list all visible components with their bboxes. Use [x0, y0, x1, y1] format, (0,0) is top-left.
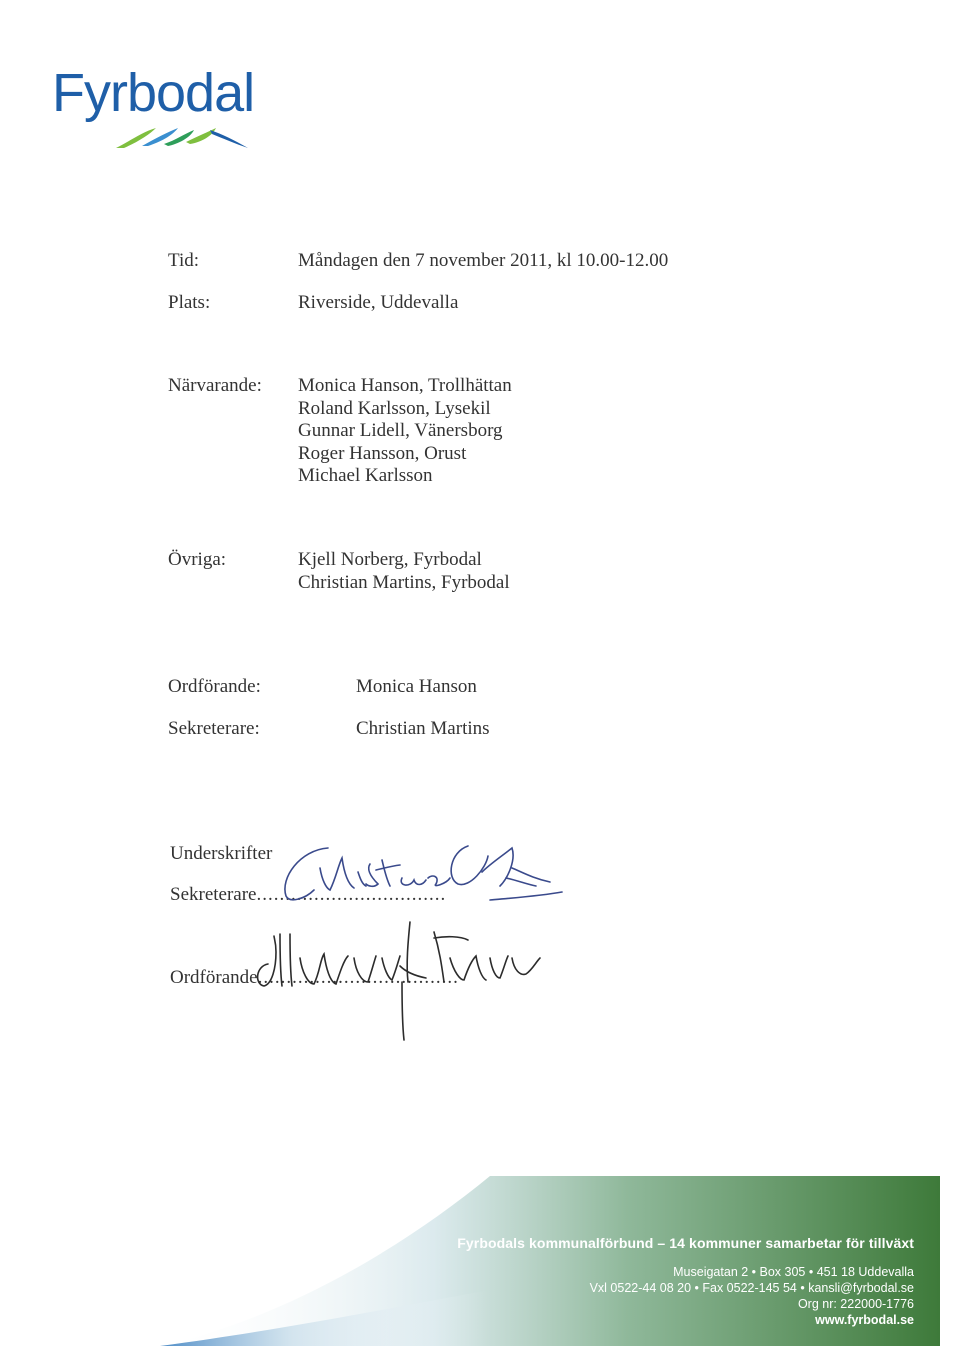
others-list [298, 549, 510, 594]
secretary-signature-label: Sekreterare [170, 884, 257, 905]
footer-tagline: Fyrbodals kommunalförbund – 14 kommuner samarbetar för tillväxt [457, 1235, 914, 1251]
present-label: Närvarande: [168, 375, 262, 396]
chair-signature-label: Ordförande [170, 967, 258, 988]
signatures-heading: Underskrifter [170, 843, 273, 864]
footer-contact: Vxl 0522-44 08 20 • Fax 0522-145 54 • kansli@fyrbodal.se [589, 1281, 914, 1295]
list-item: Christian Martins, Fyrbodal [298, 571, 510, 593]
time-label: Tid: [168, 250, 199, 271]
list-item: Roger Hansson, Orust [298, 442, 467, 464]
others-label: Övriga: [168, 549, 227, 570]
time-value: Måndagen den 7 november 2011, kl 10.00-12.00 [298, 250, 669, 271]
signature-dots: ................................. [256, 884, 447, 905]
list-item: Roland Karlsson, Lysekil [298, 397, 491, 419]
logo-waves-icon [112, 122, 252, 152]
chair-handwritten-signature [250, 912, 550, 1047]
list-item: Michael Karlsson [298, 465, 433, 486]
secretary-label: Sekreterare: [168, 718, 260, 739]
chair-label: Ordförande: [168, 676, 261, 697]
secretary-handwritten-signature [250, 838, 570, 918]
place-label: Plats: [168, 292, 211, 313]
footer-address: Museigatan 2 • Box 305 • 451 18 Uddevalla [673, 1265, 914, 1279]
list-item: Gunnar Lidell, Vänersborg [298, 420, 503, 441]
present-list [298, 375, 512, 488]
chair-value: Monica Hanson [356, 676, 477, 697]
fyrbodal-logo: Fyrbodal [52, 63, 255, 123]
footer-website[interactable]: www.fyrbodal.se [815, 1313, 914, 1327]
place-value: Riverside, Uddevalla [298, 292, 459, 313]
signature-dots: ................................... [257, 967, 459, 988]
secretary-value: Christian Martins [356, 718, 490, 739]
list-item: Kjell Norberg, Fyrbodal [298, 549, 482, 570]
list-item: Monica Hanson, Trollhättan [298, 375, 512, 396]
footer-org-nr: Org nr: 222000-1776 [797, 1297, 914, 1311]
